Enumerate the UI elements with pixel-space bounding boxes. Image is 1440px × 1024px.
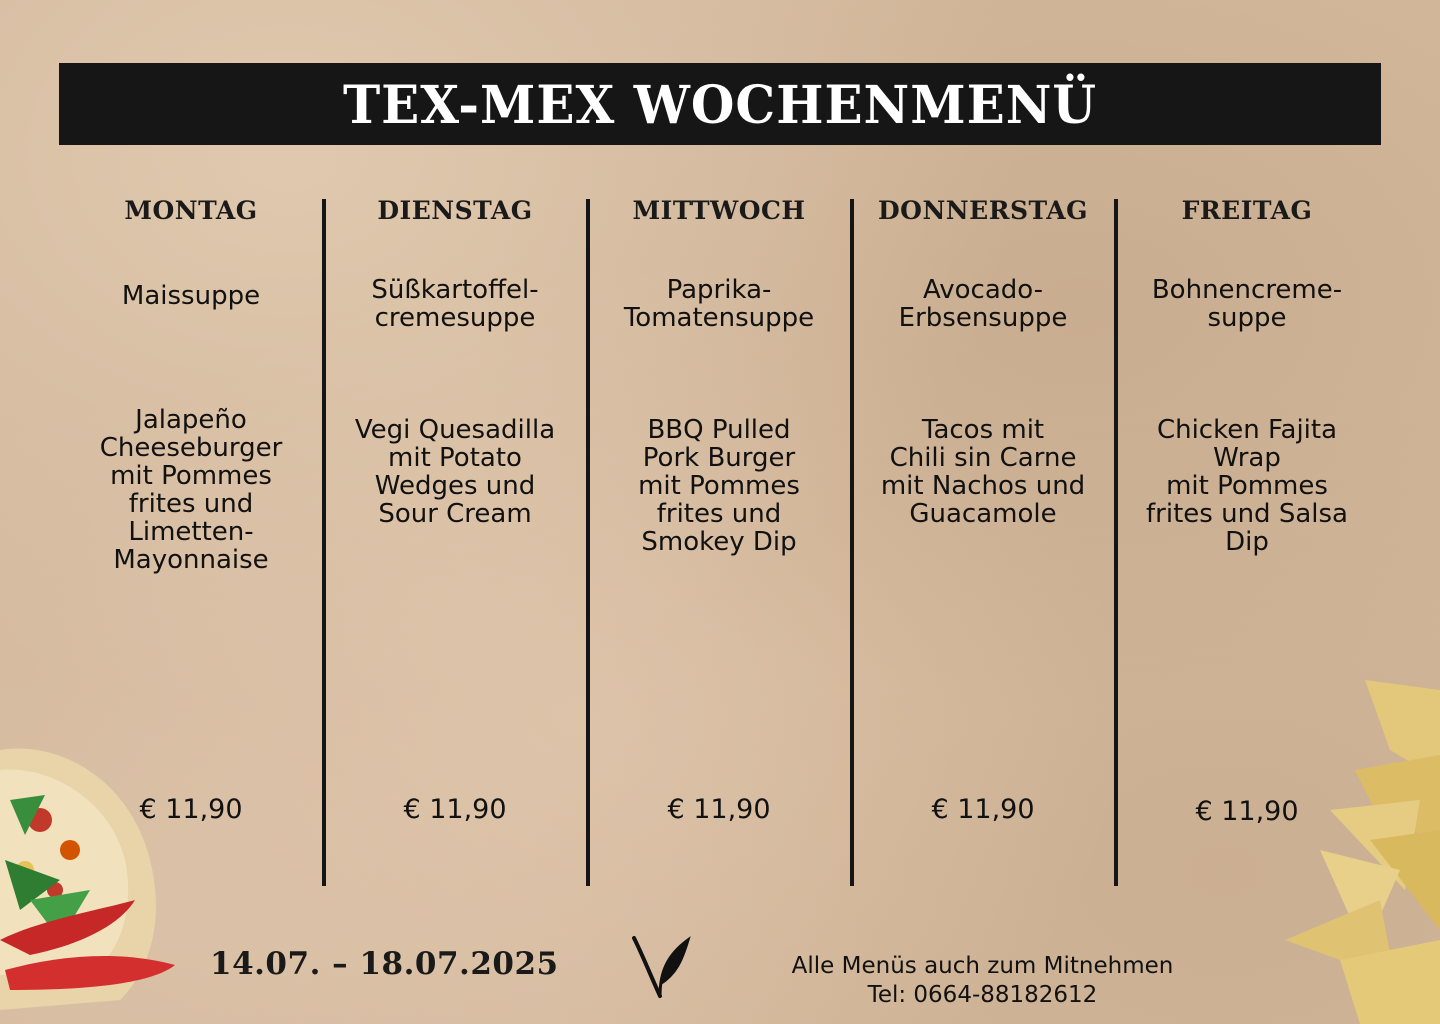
price: € 11,90	[667, 794, 771, 825]
footer-info	[760, 952, 1205, 1010]
day-heading: MONTAG	[124, 196, 258, 225]
soup-item: Süßkartoffel- cremesuppe	[371, 275, 539, 333]
soup-item: Bohnencreme- suppe	[1151, 275, 1343, 333]
price: € 11,90	[931, 794, 1035, 825]
page-title: TEX-MEX WOCHENMENÜ	[342, 73, 1098, 135]
day-heading: FREITAG	[1181, 196, 1313, 225]
price: € 11,90	[403, 794, 507, 825]
takeaway-note: Alle Menüs auch zum Mitnehmen	[791, 953, 1174, 979]
day-heading: MITTWOCH	[632, 196, 806, 225]
date-range: 14.07. – 18.07.2025	[210, 946, 559, 982]
main-dish: Chicken Fajita Wrap mit Pommes frites und Salsa Dip	[1146, 415, 1348, 557]
price: € 11,90	[1195, 796, 1299, 827]
soup-item: Avocado- Erbsensuppe	[898, 275, 1068, 333]
title-bar	[59, 63, 1381, 145]
main-dish: Vegi Quesadilla mit Potato Wedges und Sour Cream	[354, 415, 556, 529]
wrap-food-image	[0, 740, 180, 1024]
main-dish: Jalapeño Cheeseburger mit Pommes frites und Limetten- Mayonnaise	[99, 405, 283, 575]
day-heading: DONNERSTAG	[877, 196, 1089, 225]
day-column-thursday	[854, 190, 1112, 880]
phone-number: Tel: 0664-88182612	[867, 982, 1098, 1008]
leaf-v-icon	[630, 934, 692, 1000]
price: € 11,90	[139, 794, 243, 825]
nacho-chips-image	[1270, 670, 1440, 1024]
soup-item: Paprika- Tomatensuppe	[623, 275, 815, 333]
main-dish: BBQ Pulled Pork Burger mit Pommes frites und Smokey Dip	[638, 415, 800, 557]
day-column-tuesday	[326, 190, 584, 880]
soup-item: Maissuppe	[121, 281, 261, 311]
day-heading: DIENSTAG	[377, 196, 533, 225]
main-dish: Tacos mit Chili sin Carne mit Nachos und Guacamole	[880, 415, 1086, 529]
day-column-wednesday	[590, 190, 848, 880]
